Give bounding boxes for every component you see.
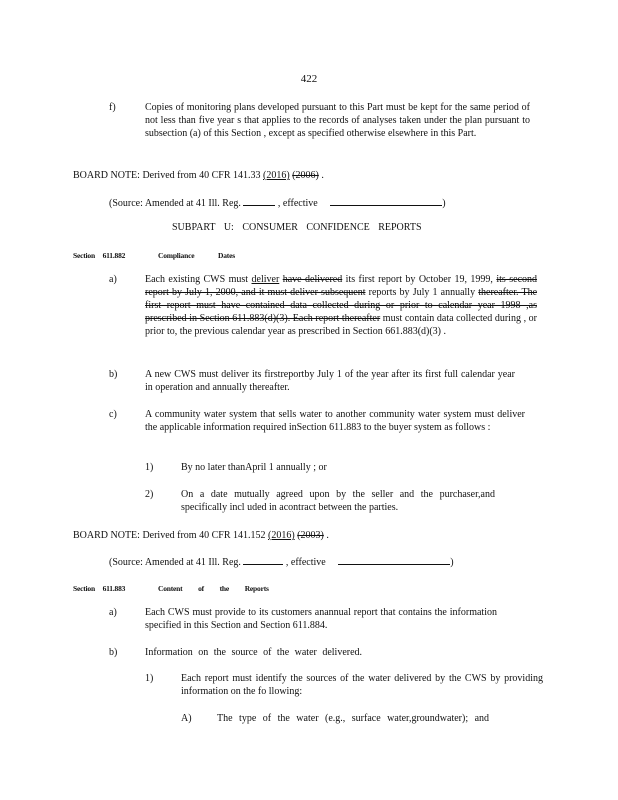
para-882b-label: b) (109, 369, 118, 380)
para-883b1-text: Each report must identify the sources of the water delivered by the CWS by providing information on the fo llowing: (181, 673, 543, 697)
board-note-2-added: (2016) (268, 530, 295, 541)
para-882c-label: c) (109, 409, 117, 420)
board-note-1-text: BOARD NOTE: Derived from 40 CFR 141.33 (73, 170, 261, 181)
para-883b1-label: 1) (145, 673, 154, 684)
para-882a-t1: Each existing CWS must (145, 274, 249, 285)
board-note-2-removed: (2003) (297, 530, 324, 541)
board-note-2 (73, 529, 533, 542)
source-1-close: ) (442, 198, 446, 209)
para-882a-label: a) (109, 274, 117, 285)
para-882a-t2: its first report by October 19, 1999, (345, 274, 493, 285)
source-1-reg-blank (243, 195, 275, 206)
para-882a-t4: must contain data collected during , or prior to, the previous calendar year as prescribed in Section 661.883(d)(3) . (145, 313, 538, 337)
section-882-number: Section 611.882 (73, 251, 126, 260)
para-883a-text: Each CWS must provide to its customers anannual report that contains the information specified in this Section and Section 611.884. (145, 607, 497, 631)
source-1-open: (Source: Amended at 41 Ill. Reg. (109, 198, 241, 209)
para-882c2-label: 2) (145, 489, 154, 500)
section-883-title: Content of the Reports (158, 584, 269, 593)
para-883a-label: a) (109, 607, 117, 618)
para-882a-added1: deliver (251, 274, 280, 285)
board-note-2-text: BOARD NOTE: Derived from 40 CFR 141.152 (73, 530, 266, 541)
para-882a-removed2: its second report by July 1, 2000, and it must deliver subsequent (145, 274, 538, 298)
board-note-1-end: . (321, 170, 324, 181)
source-2-open: (Source: Amended at 41 Ill. Reg. (109, 557, 241, 568)
para-883b1A-text: The type of the water (e.g., surface water,groundwater); and (217, 713, 490, 724)
source-2-close: ) (450, 557, 454, 568)
para-882c-text: A community water system that sells water to another community water system must deliver the applicable information required inSection 611.883 to the buyer system as follows : (145, 409, 525, 433)
para-883b1A-label: A) (181, 713, 192, 724)
para-882c1-text: By no later thanApril 1 annually ; or (181, 462, 327, 473)
para-882a-t3: reports by July 1 annually (368, 287, 476, 298)
source-line-2 (109, 554, 539, 569)
para-f-label: f) (109, 102, 116, 113)
para-882b-text: A new CWS must deliver its firstreportby July 1 of the year after its first full calendar year in operation and annually thereafter. (145, 369, 515, 393)
source-2-reg-blank (243, 554, 283, 565)
board-note-1 (73, 169, 533, 182)
para-882c1-label: 1) (145, 462, 154, 473)
board-note-2-end: . (326, 530, 329, 541)
subpart-title: SUBPART U: CONSUMER CONFIDENCE REPORTS (172, 222, 422, 233)
para-882a-text (145, 273, 537, 338)
para-883b-text: Information on the source of the water delivered. (145, 647, 363, 658)
para-882a-removed1: have delivered (282, 274, 343, 285)
board-note-1-added: (2016) (263, 170, 290, 181)
section-882-title: Compliance Dates (158, 251, 235, 260)
source-2-sep: , effective (285, 557, 326, 568)
source-1-date-blank (330, 195, 442, 206)
source-2-date-blank (338, 554, 450, 565)
para-f-text: Copies of monitoring plans developed pursuant to this Part must be kept for the same period of not less than five year s that applies to the records of analyses taken under the plan pursuant to subsection (a) of this Section , except as specified otherwise elsewhere in this Part. (145, 102, 530, 139)
para-882a-removed3: thereafter. The first report must have contained data collected during or prior to calendar year 1998 ,as prescribed in Section 611.883(d)(3). Each report thereafter (145, 287, 538, 324)
source-1-sep: , effective (277, 198, 318, 209)
page-number: 422 (300, 73, 318, 85)
para-883b-label: b) (109, 647, 118, 658)
board-note-1-removed: (2006) (292, 170, 319, 181)
para-882c2-text: On a date mutually agreed upon by the seller and the purchaser,and specifically incl uded in acontract between the parties. (181, 489, 495, 513)
section-883-number: Section 611.883 (73, 584, 126, 593)
source-line-1 (109, 195, 539, 210)
